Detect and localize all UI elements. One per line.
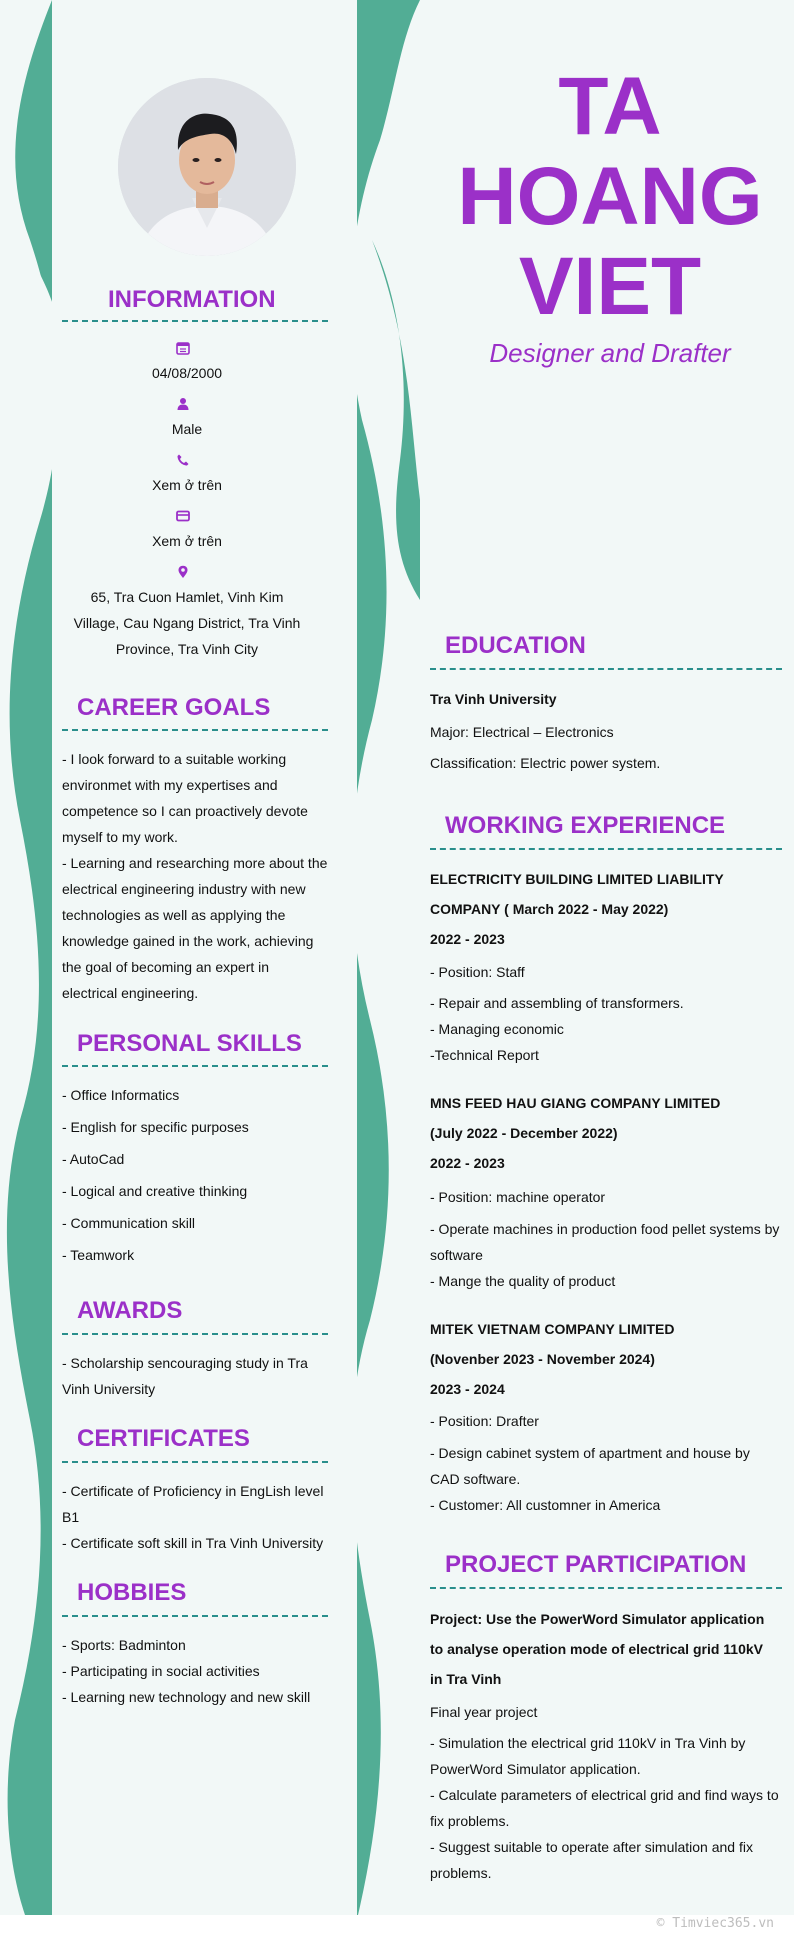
skill-item: - Logical and creative thinking xyxy=(62,1183,248,1199)
career-goal-line: the goal of becoming an expert in xyxy=(62,959,270,975)
birthdate: 04/08/2000 xyxy=(151,365,223,381)
career-goal-line: electrical engineering. xyxy=(62,985,199,1001)
job-company-line: (July 2022 - December 2022) xyxy=(430,1125,618,1141)
watermark: © Timviec365.vn xyxy=(656,1916,774,1931)
job-years: 2023 - 2024 xyxy=(430,1381,505,1397)
education-heading: EDUCATION xyxy=(445,632,586,659)
working-experience-heading: WORKING EXPERIENCE xyxy=(445,812,726,839)
job-position: - Position: Staff xyxy=(430,964,525,980)
career-goal-line: myself to my work. xyxy=(62,829,178,845)
education-divider xyxy=(430,668,782,670)
certificates-divider xyxy=(62,1461,328,1463)
certificate-line: - Certificate of Proficiency in EngLish level xyxy=(62,1483,324,1499)
job-detail: - Mange the quality of product xyxy=(430,1273,616,1289)
hobbies-divider xyxy=(62,1615,328,1617)
certificates-heading: CERTIFICATES xyxy=(77,1425,250,1452)
education-school: Tra Vinh University xyxy=(430,691,557,707)
job-company-line: ELECTRICITY BUILDING LIMITED LIABILITY xyxy=(430,871,724,887)
skill-item: - AutoCad xyxy=(62,1151,125,1167)
certificate-line: - Certificate soft skill in Tra Vinh University xyxy=(62,1535,324,1551)
education-classification: Classification: Electric power system. xyxy=(430,755,661,771)
project-detail: - Simulation the electrical grid 110kV in Tra Vinh by xyxy=(430,1735,746,1751)
job-company-line: (Novenber 2023 - November 2024) xyxy=(430,1351,655,1367)
award-line: Vinh University xyxy=(62,1381,156,1397)
project-participation-heading: PROJECT PARTICIPATION xyxy=(445,1551,747,1578)
job-detail: - Operate machines in production food pellet systems by xyxy=(430,1221,780,1237)
hobby-item: - Participating in social activities xyxy=(62,1663,260,1679)
hobbies-heading: HOBBIES xyxy=(77,1579,187,1606)
project-type: Final year project xyxy=(430,1704,538,1720)
email: Xem ở trên xyxy=(152,533,222,549)
career-goal-line: technologies as well as applying the xyxy=(62,907,286,923)
job-detail: - Customer: All customner in America xyxy=(430,1497,661,1513)
certificate-line: B1 xyxy=(62,1509,80,1525)
skill-item: - Office Informatics xyxy=(62,1087,180,1103)
awards-divider xyxy=(62,1333,328,1335)
project-detail: - Calculate parameters of electrical grid and find ways to xyxy=(430,1787,779,1803)
job-title: Designer and Drafter xyxy=(489,338,731,368)
career-goal-line: competence so I can proactively devote xyxy=(62,803,308,819)
job-detail: - Repair and assembling of transformers. xyxy=(430,995,684,1011)
working-experience-divider xyxy=(430,848,782,850)
career-goal-line: - I look forward to a suitable working xyxy=(62,751,287,767)
career-goals-heading: CAREER GOALS xyxy=(77,694,271,721)
education-major: Major: Electrical – Electronics xyxy=(430,724,614,740)
email-icon xyxy=(176,509,190,523)
job-company-line: MITEK VIETNAM COMPANY LIMITED xyxy=(430,1321,675,1337)
skill-item: - Communication skill xyxy=(62,1215,196,1231)
project-detail: problems. xyxy=(430,1865,492,1881)
project-title-line: to analyse operation mode of electrical grid 110kV xyxy=(430,1641,764,1657)
location-icon xyxy=(176,565,190,579)
job-company-line: COMPANY ( March 2022 - May 2022) xyxy=(430,901,669,917)
career-goal-line: environmet with my expertises and xyxy=(62,777,278,793)
skill-item: - English for specific purposes xyxy=(62,1119,249,1135)
project-detail: PowerWord Simulator application. xyxy=(430,1761,641,1777)
career-goal-line: knowledge gained in the work, achieving xyxy=(62,933,314,949)
address-line-1: 65, Tra Cuon Hamlet, Vinh Kim xyxy=(90,589,284,605)
career-goal-line: - Learning and researching more about the xyxy=(62,855,328,871)
phone: Xem ở trên xyxy=(152,477,222,493)
job-detail: -Technical Report xyxy=(430,1047,539,1063)
information-heading: INFORMATION xyxy=(108,286,276,313)
job-company-line: MNS FEED HAU GIANG COMPANY LIMITED xyxy=(430,1095,721,1111)
name-line-3: VIET xyxy=(518,241,702,332)
information-divider xyxy=(62,320,328,322)
gender: Male xyxy=(171,421,203,437)
job-years: 2022 - 2023 xyxy=(430,931,505,947)
address-line-2: Village, Cau Ngang District, Tra Vinh xyxy=(73,615,301,631)
awards-heading: AWARDS xyxy=(77,1297,183,1324)
right-edge xyxy=(794,0,800,1915)
skill-item: - Teamwork xyxy=(62,1247,135,1263)
award-line: - Scholarship sencouraging study in Tra xyxy=(62,1355,308,1371)
project-title-line: in Tra Vinh xyxy=(430,1671,502,1687)
project-title-line: Project: Use the PowerWord Simulator application xyxy=(430,1611,765,1627)
name-line-1: TA xyxy=(558,61,662,152)
name-line-2: HOANG xyxy=(457,151,763,242)
project-detail: fix problems. xyxy=(430,1813,510,1829)
project-detail: - Suggest suitable to operate after simulation and fix xyxy=(430,1839,753,1855)
calendar-icon xyxy=(176,341,190,355)
job-position: - Position: machine operator xyxy=(430,1189,606,1205)
job-detail: - Design cabinet system of apartment and house by xyxy=(430,1445,750,1461)
address-line-3: Province, Tra Vinh City xyxy=(115,641,259,657)
career-goal-line: electrical engineering industry with new xyxy=(62,881,306,897)
job-position: - Position: Drafter xyxy=(430,1413,539,1429)
phone-icon xyxy=(176,453,190,467)
personal-skills-heading: PERSONAL SKILLS xyxy=(77,1030,302,1057)
career-goals-divider xyxy=(62,729,328,731)
job-detail: CAD software. xyxy=(430,1471,521,1487)
personal-skills-divider xyxy=(62,1065,328,1067)
job-detail: software xyxy=(430,1247,483,1263)
hobby-item: - Sports: Badminton xyxy=(62,1637,186,1653)
job-years: 2022 - 2023 xyxy=(430,1155,505,1171)
avatar xyxy=(118,78,296,256)
project-participation-divider xyxy=(430,1587,782,1589)
user-icon xyxy=(176,397,190,411)
hobby-item: - Learning new technology and new skill xyxy=(62,1689,311,1705)
job-detail: - Managing economic xyxy=(430,1021,564,1037)
